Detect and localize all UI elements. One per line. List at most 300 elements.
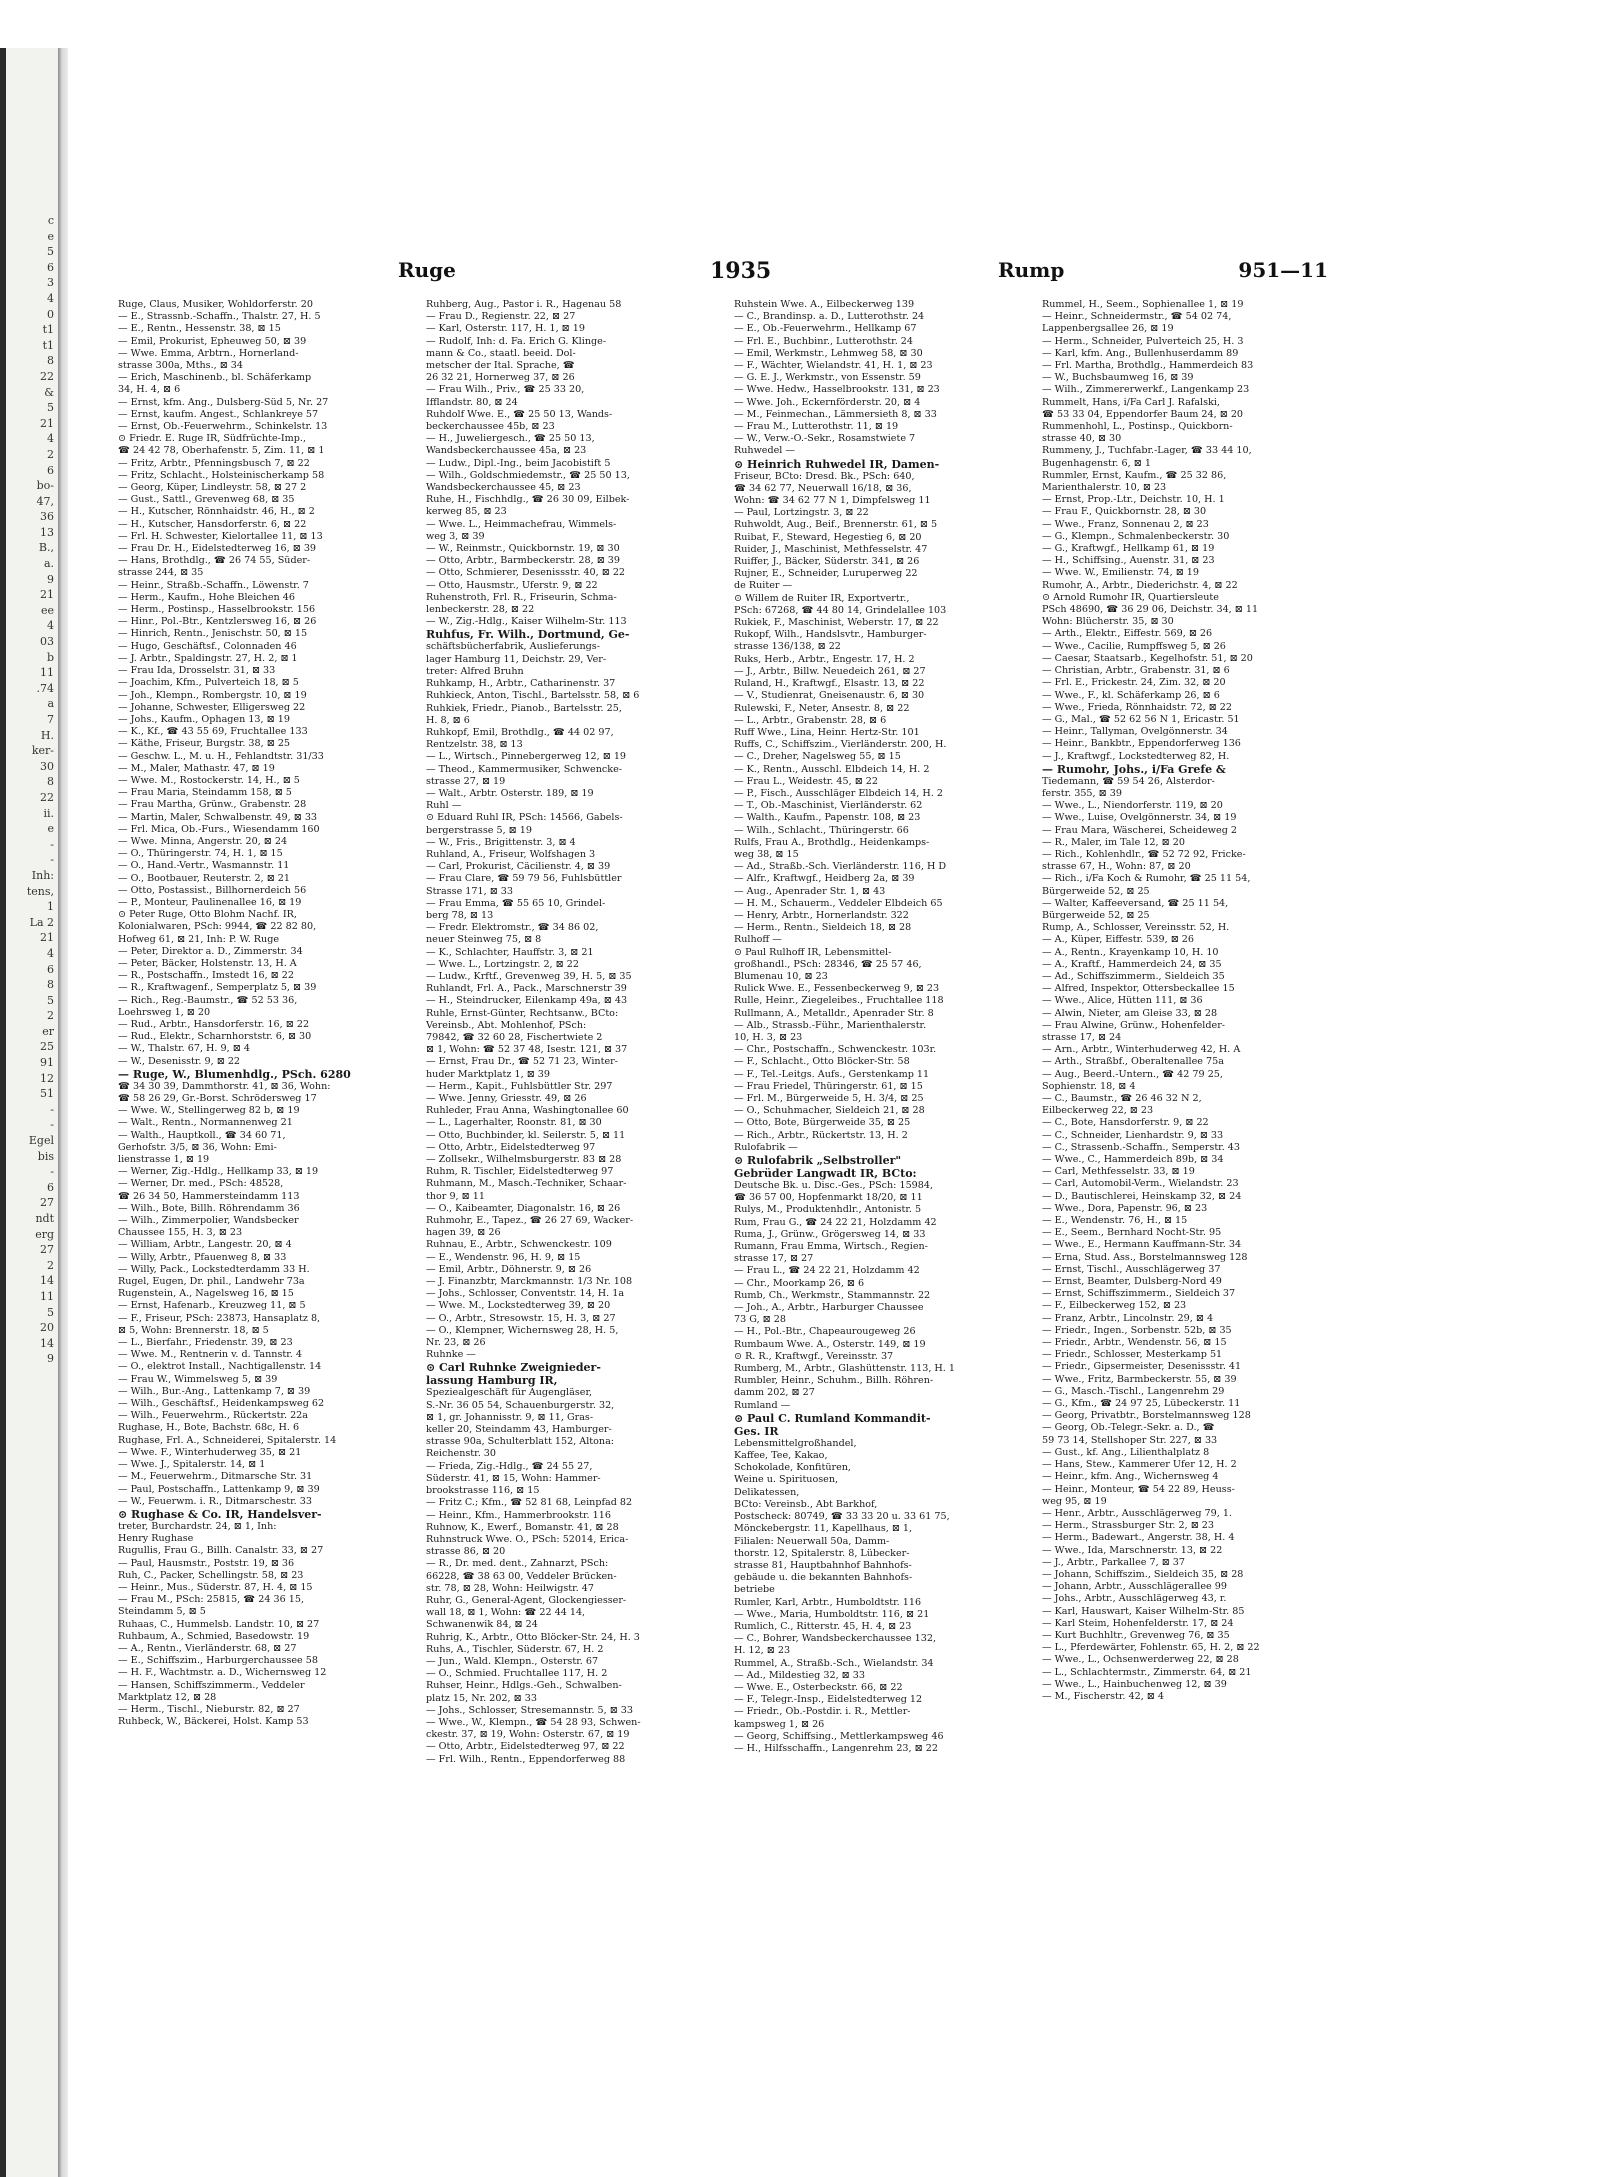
directory-entry: weg 3, ⊠ 39 <box>426 530 485 542</box>
directory-entry: — Rud., Elektr., Scharnhorststr. 6, ⊠ 30 <box>118 1031 312 1043</box>
directory-entry: Süderstr. 41, ⊠ 15, Wohn: Hammer- <box>426 1472 601 1484</box>
directory-entry: — M., Fischerstr. 42, ⊠ 4 <box>1042 1690 1164 1702</box>
directory-entry: Ruhleder, Frau Anna, Washingtonallee 60 <box>426 1105 629 1117</box>
directory-entry: — H. F., Wachtmstr. a. D., Wichernsweg 12 <box>118 1667 327 1679</box>
directory-entry: — Wwe. Hedw., Hasselbrookstr. 131, ⊠ 23 <box>734 384 940 396</box>
directory-entry: — Wilh., Zimmerpolier, Wandsbecker <box>118 1215 299 1227</box>
directory-entry: — Willy, Arbtr., Pfauenweg 8, ⊠ 33 <box>118 1251 287 1263</box>
directory-entry: — Friedr., Arbtr., Wendenstr. 56, ⊠ 15 <box>1042 1337 1227 1349</box>
directory-entry: — Fritz, Schlacht., Holsteinischerkamp 58 <box>118 469 325 481</box>
directory-entry: ⊠ 1, gr. Johannisstr. 9, ⊠ 11, Gras- <box>426 1411 594 1423</box>
directory-entry: Rummenhohl, L., Postinsp., Quickborn- <box>1042 421 1233 433</box>
facing-page-text-fragment: c <box>47 214 54 227</box>
directory-entry: strasse 17, ⊠ 24 <box>1042 1031 1122 1043</box>
directory-entry: — H. M., Schauerm., Veddeler Elbdeich 65 <box>734 897 943 909</box>
directory-entry: — Zollsekr., Wilhelmsburgerstr. 83 ⊠ 28 <box>426 1154 622 1166</box>
directory-entry: — K., Kf., ☎ 43 55 69, Fruchtallee 133 <box>118 726 308 738</box>
directory-entry: — F., Eilbeckerweg 152, ⊠ 23 <box>1042 1300 1187 1312</box>
facing-page-text-fragment: er <box>42 1024 54 1038</box>
directory-entry: — Arth., Straßbf., Oberaltenallee 75a <box>1042 1056 1224 1068</box>
directory-entry: ⊙ Paul Rulhoff IR, Lebensmittel- <box>734 946 892 958</box>
directory-entry: — Frl. E., Buchbinr., Lutterothstr. 24 <box>734 335 914 347</box>
directory-entry: — Wwe., E., Hermann Kauffmann-Str. 34 <box>1042 1239 1242 1251</box>
directory-entry: Wandsbeckerchaussee 45a, ⊠ 23 <box>426 445 587 457</box>
directory-entry: Kolonialwaren, PSch: 9944, ☎ 22 82 80, <box>118 921 317 933</box>
directory-entry: — Wwe. W., Emilienstr. 74, ⊠ 19 <box>1042 567 1199 579</box>
directory-entry: ☎ 26 34 50, Hammersteindamm 113 <box>118 1190 300 1202</box>
directory-entry: — C., Schneider, Lienhardstr. 9, ⊠ 33 <box>1042 1129 1224 1141</box>
directory-entry: Friseur, BCto: Dresd. Bk., PSch: 640, <box>734 470 915 482</box>
directory-entry: — A., Rentn., Vierländerstr. 68, ⊠ 27 <box>118 1642 297 1654</box>
directory-entry: — E., Rentn., Hessenstr. 38, ⊠ 15 <box>118 323 281 335</box>
directory-entry: ☎ 53 33 04, Eppendorfer Baum 24, ⊠ 20 <box>1042 408 1244 420</box>
directory-entry: Bugenhagenstr. 6, ⊠ 1 <box>1042 457 1151 469</box>
directory-entry: — Frau Dr. H., Eidelstedterweg 16, ⊠ 39 <box>118 543 317 555</box>
directory-entry: — L., Wirtsch., Pinnebergerweg 12, ⊠ 19 <box>426 751 627 763</box>
directory-entry: — G. E. J., Werkmstr., von Essenstr. 59 <box>734 372 921 384</box>
directory-entry: Ruge, Claus, Musiker, Wohldorferstr. 20 <box>118 299 313 310</box>
directory-entry: — Ernst, kfm. Ang., Dulsberg-Süd 5, Nr. 27 <box>118 396 329 408</box>
directory-entry: — Frau Mara, Wäscherei, Scheideweg 2 <box>1042 824 1237 836</box>
directory-entry: — Christian, Arbtr., Grabenstr. 31, ⊠ 6 <box>1042 665 1230 677</box>
directory-entry: Ifflandstr. 80, ⊠ 24 <box>426 396 518 408</box>
directory-entry: — Frau M., Lutterothstr. 11, ⊠ 19 <box>734 421 899 433</box>
directory-entry: — Kurt Buchhltr., Grevenweg 76, ⊠ 35 <box>1042 1629 1230 1641</box>
directory-entry: Tiedemann, ☎ 59 54 26, Alsterdor- <box>1042 775 1215 787</box>
directory-entry: — Erich, Maschinenb., bl. Schäferkamp <box>118 372 312 384</box>
directory-entry: — Werner, Zig.-Hdlg., Hellkamp 33, ⊠ 19 <box>118 1166 319 1178</box>
directory-entry: — F., Tel.-Leitgs. Aufs., Gerstenkamp 11 <box>734 1068 930 1080</box>
directory-entry: — Alb., Strassb.-Führ., Marienthalerstr. <box>734 1019 927 1031</box>
facing-page-text-fragment: 7 <box>47 713 54 726</box>
directory-entry: — Rud., Arbtr., Hansdorferstr. 16, ⊠ 22 <box>118 1018 310 1030</box>
directory-entry: — Hans, Stew., Kammerer Ufer 12, H. 2 <box>1042 1459 1237 1471</box>
directory-entry: Lebensmittelgroßhandel, <box>734 1437 857 1449</box>
directory-entry: — Wwe., L., Ochsenwerderweg 22, ⊠ 28 <box>1042 1654 1239 1666</box>
directory-entry: — Karl, Hauswart, Kaiser Wilhelm-Str. 85 <box>1042 1605 1245 1617</box>
directory-entry: — Fritz, Arbtr., Pfenningsbusch 7, ⊠ 22 <box>118 457 310 469</box>
directory-entry: — Herm., Tischl., Nieburstr. 82, ⊠ 27 <box>118 1703 300 1715</box>
directory-entry: — R., Dr. med. dent., Zahnarzt, PSch: <box>426 1558 609 1570</box>
directory-entry: — Ludw., Dipl.-Ing., beim Jacobistift 5 <box>426 457 611 469</box>
directory-entry: — Frl. E., Frickestr. 24, Zim. 32, ⊠ 20 <box>1042 677 1226 689</box>
directory-entry: — J., Arbtr., Billw. Neuedeich 261, ⊠ 27 <box>734 665 926 677</box>
directory-entry: — M., Feuerwehrm., Ditmarsche Str. 31 <box>118 1471 313 1483</box>
directory-entry: — Otto, Arbtr., Eidelstedterweg 97, ⊠ 22 <box>426 1741 625 1753</box>
directory-entry: Kaffee, Tee, Kakao, <box>734 1450 828 1462</box>
directory-entry: — F., Friseur, PSch: 23873, Hansaplatz 8, <box>118 1312 321 1324</box>
directory-entry: treter: Alfred Bruhn <box>426 665 524 677</box>
directory-entry: — Arn., Arbtr., Winterhuderweg 42, H. A <box>1042 1044 1241 1056</box>
directory-entry: Delikatessen, <box>734 1486 800 1498</box>
directory-entry: Ruhkieck, Anton, Tischl., Bartelsstr. 58, ⊠ 6 <box>426 690 640 702</box>
directory-entry: — C., Strassenb.-Schaffn., Semperstr. 43 <box>1042 1141 1241 1153</box>
directory-entry: strasse 81, Hauptbahnhof Bahnhofs- <box>734 1559 912 1571</box>
facing-page-text-fragment: 4 <box>47 432 54 446</box>
directory-entry: — Ernst, Hafenarb., Kreuzweg 11, ⊠ 5 <box>118 1300 306 1312</box>
directory-entry: — P., Fisch., Ausschläger Elbdeich 14, H. 2 <box>734 787 943 799</box>
directory-entry: lienstrasse 1, ⊠ 19 <box>118 1154 210 1166</box>
directory-entry: — E., Strassnb.-Schaffn., Thalstr. 27, H. 5 <box>118 311 321 323</box>
directory-entry: Rentzelstr. 38, ⊠ 13 <box>426 739 523 751</box>
directory-entry: — Frau Alwine, Grünw., Hohenfelder- <box>1042 1019 1226 1031</box>
facing-page-text-fragment: 22 <box>40 790 54 804</box>
directory-entry: Ruhmohr, E., Tapez., ☎ 26 27 69, Wacker- <box>426 1215 634 1227</box>
facing-page-text-fragment: 21 <box>40 588 54 602</box>
directory-entry: ⊙ Rulofabrik „Selbstroller" <box>734 1154 902 1168</box>
directory-entry: — J., Kraftwgf., Lockstedterweg 82, H. <box>1042 750 1230 762</box>
directory-entry: — Rich., Arbtr., Rückertstr. 13, H. 2 <box>734 1129 908 1141</box>
directory-entry: — O., Bootbauer, Reuterstr. 2, ⊠ 21 <box>118 872 291 884</box>
directory-entry: Rulys, M., Produktenhdlr., Antonistr. 5 <box>734 1204 922 1216</box>
directory-entry: bergerstrasse 5, ⊠ 19 <box>426 824 532 836</box>
facing-page-text-fragment: 3 <box>47 276 54 290</box>
directory-entry: Rummeny, J., Tuchfabr.-Lager, ☎ 33 44 10, <box>1042 445 1252 457</box>
directory-entry: — Wilh., Bur.-Ang., Lattenkamp 7, ⊠ 39 <box>118 1385 311 1397</box>
facing-page-text-fragment: 12 <box>40 1071 54 1085</box>
directory-entry: — Wwe. L., Lortzingstr. 2, ⊠ 22 <box>426 958 579 970</box>
directory-entry: — Wwe. Emma, Arbtrn., Hornerland- <box>118 347 299 359</box>
facing-page-text-fragment: 8 <box>47 775 54 789</box>
directory-entry: — Otto, Postassist., Billhornerdeich 56 <box>118 884 307 896</box>
directory-entry: — W., Verw.-O.-Sekr., Rosamstwiete 7 <box>734 433 916 445</box>
directory-entry: Ruhberg, Aug., Pastor i. R., Hagenau 58 <box>426 299 622 310</box>
directory-entry: — H., Pol.-Btr., Chapeaurougeweg 26 <box>734 1326 916 1338</box>
directory-entry: weg 38, ⊠ 15 <box>734 848 799 860</box>
directory-entry: — Erna, Stud. Ass., Borstelmannsweg 128 <box>1042 1251 1248 1263</box>
facing-page-text-fragment: 27 <box>40 1243 54 1257</box>
directory-entry: — Johann, Arbtr., Ausschlägerallee 99 <box>1042 1581 1227 1593</box>
facing-page-text-fragment: 03 <box>40 635 54 649</box>
directory-entry: Ruhbaum, A., Schmied, Basedowstr. 19 <box>118 1630 310 1642</box>
directory-entry: — Hans, Brothdlg., ☎ 26 74 55, Süder- <box>118 555 311 567</box>
directory-entry: H. 12, ⊠ 23 <box>734 1645 791 1657</box>
directory-entry: — M., Feinmechan., Lämmersieth 8, ⊠ 33 <box>734 408 937 420</box>
directory-entry: Rumland — <box>734 1399 791 1411</box>
directory-entry: — J. Arbtr., Spaldingstr. 27, H. 2, ⊠ 1 <box>118 652 298 664</box>
directory-entry: ⊠ 5, Wohn: Brennerstr. 18, ⊠ 5 <box>118 1324 269 1336</box>
directory-entry: mann & Co., staatl. beeid. Dol- <box>426 347 576 359</box>
facing-page-text-fragment: 8 <box>47 978 54 992</box>
directory-entry: — F., Schlacht., Otto Blöcker-Str. 58 <box>734 1056 910 1068</box>
facing-page-text-fragment: - <box>50 1118 54 1132</box>
directory-entry: huder Marktplatz 1, ⊠ 39 <box>426 1068 550 1080</box>
directory-entry: — Otto, Schmierer, Desenissstr. 40, ⊠ 22 <box>426 567 626 579</box>
book-spine-shadow <box>58 48 68 2177</box>
directory-entry: — Ernst, kaufm. Angest., Schlankreye 57 <box>118 408 319 420</box>
facing-page-text-fragment: 6 <box>47 260 54 274</box>
directory-entry: Rulle, Heinr., Ziegeleibes., Fruchtallee 118 <box>734 995 944 1007</box>
directory-entry: — Frau Ida, Drosselstr. 31, ⊠ 33 <box>118 665 276 677</box>
directory-entry: — E., Ob.-Feuerwehrm., Hellkamp 67 <box>734 323 917 335</box>
directory-entry: — C., Bote, Hansdorferstr. 9, ⊠ 22 <box>1042 1117 1209 1129</box>
directory-entry: ⊙ Rughase & Co. IR, Handelsver- <box>118 1507 322 1521</box>
directory-entry: weg 95, ⊠ 19 <box>1042 1495 1107 1507</box>
facing-page-text-fragment: 4 <box>47 946 54 960</box>
directory-entry: Chaussee 155, H. 3, ⊠ 23 <box>118 1227 243 1239</box>
directory-entry: Ruhenstroth, Frl. R., Friseurin, Schma- <box>426 591 617 603</box>
facing-page-text-fragment: 5 <box>47 245 54 259</box>
directory-entry: — O., Thüringerstr. 74, H. 1, ⊠ 15 <box>118 848 283 860</box>
directory-entry: hagen 39, ⊠ 26 <box>426 1227 501 1239</box>
directory-entry: strasse 67, H., Wohn: 87, ⊠ 20 <box>1042 861 1191 873</box>
directory-entry: Ruff Wwe., Lina, Heinr. Hertz-Str. 101 <box>734 726 920 738</box>
directory-entry: berg 78, ⊠ 13 <box>426 909 494 921</box>
directory-entry: — Frl. Martha, Brothdlg., Hammerdeich 83 <box>1042 360 1254 372</box>
directory-entry: Ruhs, A., Tischler, Süderstr. 67, H. 2 <box>426 1643 604 1655</box>
directory-entry: — Walth., Kaufm., Papenstr. 108, ⊠ 23 <box>734 812 921 824</box>
directory-entry: — Aug., Apenrader Str. 1, ⊠ 43 <box>734 885 886 897</box>
directory-entry: — E., Schiffszim., Harburgerchaussee 58 <box>118 1655 318 1667</box>
directory-entry: — Hugo, Geschäftsf., Colonnaden 46 <box>118 640 297 652</box>
directory-entry: — W., Buchsbaumweg 16, ⊠ 39 <box>1042 372 1194 384</box>
directory-entry: — Wwe. F., Winterhuderweg 35, ⊠ 21 <box>118 1446 302 1458</box>
directory-entry: ☎ 34 30 39, Dammthorstr. 41, ⊠ 36, Wohn: <box>118 1080 331 1092</box>
directory-entry: — O., Arbtr., Stresowstr. 15, H. 3, ⊠ 27 <box>426 1312 616 1324</box>
directory-entry: ⊙ Paul C. Rumland Kommandit- <box>734 1411 931 1425</box>
directory-entry: ⊙ Arnold Rumohr IR, Quartiersleute <box>1042 591 1219 603</box>
directory-entry: Speziealgeschäft für Augengläser, <box>426 1387 593 1399</box>
directory-entry: — Otto, Bote, Bürgerweide 35, ⊠ 25 <box>734 1117 911 1129</box>
facing-page-text-fragment: 14 <box>40 1336 54 1350</box>
directory-entry: Ruhnstruck Wwe. O., PSch: 52014, Erica- <box>426 1533 629 1545</box>
facing-page-text-fragment: 27 <box>40 1196 54 1210</box>
directory-entry: ⊙ R. R., Kraftwgf., Vereinsstr. 37 <box>734 1350 894 1362</box>
facing-page-text-fragment: 30 <box>40 759 54 773</box>
directory-entry: — J. Finanzbtr, Marckmannstr. 1/3 Nr. 108 <box>426 1276 633 1288</box>
directory-entry: — Emil, Prokurist, Epheuweg 50, ⊠ 39 <box>118 335 307 347</box>
facing-page-text-fragment: - <box>50 853 54 867</box>
directory-entry: kampsweg 1, ⊠ 26 <box>734 1718 825 1730</box>
facing-page-text-fragment: ndt <box>35 1212 54 1225</box>
directory-entry: — Chr., Moorkamp 26, ⊠ 6 <box>734 1277 865 1289</box>
directory-entry: ☎ 58 26 29, Gr.-Borst. Schrödersweg 17 <box>118 1093 317 1104</box>
directory-entry: — G., Kfm., ☎ 24 97 25, Lübeckerstr. 11 <box>1042 1398 1241 1410</box>
directory-entry: Rugel, Eugen, Dr. phil., Landwehr 73a <box>118 1276 305 1288</box>
directory-entry: — Johann, Schiffszim., Sieldeich 35, ⊠ 28 <box>1042 1568 1244 1580</box>
directory-entry: — A., Küper, Eiffestr. 539, ⊠ 26 <box>1042 934 1194 946</box>
directory-entry: — Georg, Ob.-Telegr.-Sekr. a. D., ☎ <box>1042 1422 1215 1434</box>
directory-entry: Ruma, J., Grünw., Grögersweg 14, ⊠ 33 <box>734 1228 926 1240</box>
directory-entry: — Frl. H. Schwester, Kielortallee 11, ⊠ 13 <box>118 530 323 542</box>
directory-entry: Ruibat, F., Steward, Hegestieg 6, ⊠ 20 <box>734 531 922 543</box>
directory-entry: — Wwe. W., Stellingerweg 82 b, ⊠ 19 <box>118 1105 300 1117</box>
directory-entry: — Johs., Schlosser, Conventstr. 14, H. 1a <box>426 1288 625 1300</box>
directory-entry: — Friedr., Ob.-Postdir. i. R., Mettler- <box>734 1706 911 1718</box>
directory-entry: Ruhkopf, Emil, Brothdlg., ☎ 44 02 97, <box>426 726 614 738</box>
directory-entry: — W., Zig.-Hdlg., Kaiser Wilhelm-Str. 113 <box>426 616 627 628</box>
directory-entry: — Frl. M., Bürgerweide 5, H. 3/4, ⊠ 25 <box>734 1093 924 1104</box>
directory-entry: — Georg, Küper, Lindleystr. 58, ⊠ 27 2 <box>118 482 307 494</box>
directory-entry: — W., Thalstr. 67, H. 9, ⊠ 4 <box>118 1043 250 1055</box>
directory-entry: — Frau Clare, ☎ 59 79 56, Fuhlsbüttler <box>426 873 622 885</box>
directory-entry: damm 202, ⊠ 27 <box>734 1387 815 1399</box>
directory-entry: — Rumohr, Johs., i/Fa Grefe & <box>1042 762 1226 776</box>
directory-entry: — Ad., Straßb.-Sch. Vierländerstr. 116, H D <box>734 861 947 873</box>
directory-entry: — Käthe, Friseur, Burgstr. 38, ⊠ 25 <box>118 738 291 750</box>
header-left-keyword: Ruge <box>398 258 456 282</box>
directory-entry: ⊙ Willem de Ruiter IR, Exportvertr., <box>734 592 910 604</box>
directory-entry: Ruhaas, C., Hummelsb. Landstr. 10, ⊠ 27 <box>118 1618 320 1630</box>
directory-entry: — Carl, Automobil-Verm., Wielandstr. 23 <box>1042 1178 1239 1190</box>
directory-entry: Ruiffer, J., Bäcker, Süderstr. 341, ⊠ 26 <box>734 556 920 568</box>
directory-entry: — Frieda, Zig.-Hdlg., ☎ 24 55 27, <box>426 1460 593 1472</box>
directory-entry: — J., Arbtr., Parkallee 7, ⊠ 37 <box>1042 1556 1185 1568</box>
directory-entry: Rumohr, A., Arbtr., Diederichstr. 4, ⊠ 22 <box>1042 579 1238 591</box>
facing-page-text-fragment: ii. <box>43 806 54 820</box>
directory-entry: Rummel, A., Straßb.-Sch., Wielandstr. 34 <box>734 1657 934 1669</box>
directory-entry: — L., Pferdewärter, Fohlenstr. 65, H. 2, ⊠ 22 <box>1042 1642 1260 1654</box>
directory-entry: ⊙ Eduard Ruhl IR, PSch: 14566, Gabels- <box>426 812 623 824</box>
facing-page-text-fragment: B., <box>38 541 54 555</box>
directory-entry: ⊙ Carl Ruhnke Zweignieder- <box>426 1361 601 1375</box>
directory-entry: Ruhnke — <box>426 1349 476 1361</box>
directory-entry: — Frau F., Quickbornstr. 28, ⊠ 30 <box>1042 506 1207 518</box>
directory-entry: — Wwe., Frieda, Rönnhaidstr. 72, ⊠ 22 <box>1042 701 1232 713</box>
directory-entry: — Alfred, Inspektor, Ottersbeckallee 15 <box>1042 983 1235 995</box>
directory-entry: Reichenstr. 30 <box>426 1448 496 1460</box>
directory-entry: Rullmann, A., Metalldr., Apenrader Str. 8 <box>734 1007 934 1019</box>
directory-entry: — Hinrich, Rentn., Jenischstr. 50, ⊠ 15 <box>118 628 308 640</box>
directory-entry: — Johanne, Schwester, Elligersweg 22 <box>118 701 306 713</box>
directory-entry: — Rich., Reg.-Baumstr., ☎ 52 53 36, <box>118 994 298 1006</box>
facing-page-text-fragment: 2 <box>47 447 54 461</box>
directory-entry: — Paul, Hausmstr., Poststr. 19, ⊠ 36 <box>118 1557 295 1569</box>
directory-entry: — Wilh., Zimmererwerkf., Langenkamp 23 <box>1042 384 1250 396</box>
directory-entry: — Herm., Kapit., Fuhlsbüttler Str. 297 <box>426 1080 613 1092</box>
directory-entry: lassung Hamburg IR, <box>426 1374 558 1388</box>
directory-entry: Marktplatz 12, ⊠ 28 <box>118 1691 217 1703</box>
directory-entry: Rugenstein, A., Nagelsweg 16, ⊠ 15 <box>118 1288 294 1300</box>
directory-entry: — Joachim, Kfm., Pulverteich 18, ⊠ 5 <box>118 677 299 689</box>
directory-entry: — Wwe., L., Niendorferstr. 119, ⊠ 20 <box>1042 800 1223 812</box>
directory-entry: — Heinr., Mus., Süderstr. 87, H. 4, ⊠ 15 <box>118 1581 313 1593</box>
directory-entry: — Karl Steim, Hohenfelderstr. 17, ⊠ 24 <box>1042 1617 1234 1629</box>
directory-entry: H. 8, ⊠ 6 <box>426 714 470 726</box>
directory-entry: — Frau W., Wimmelsweg 5, ⊠ 39 <box>118 1373 278 1385</box>
directory-entry: Rugullis, Frau G., Billh. Canalstr. 33, ⊠ 27 <box>118 1545 324 1557</box>
directory-entry: — Paul, Postschaffn., Lattenkamp 9, ⊠ 39 <box>118 1483 320 1495</box>
directory-entry: — William, Arbtr., Langestr. 20, ⊠ 4 <box>118 1239 292 1251</box>
directory-entry: 73 G, ⊠ 28 <box>734 1314 786 1326</box>
directory-entry: 66228, ☎ 38 63 00, Veddeler Brücken- <box>426 1570 617 1582</box>
directory-entry: — K., Schlachter, Hauffstr. 3, ⊠ 21 <box>426 946 594 958</box>
directory-entry: — E., Wendenstr. 76, H., ⊠ 15 <box>1042 1215 1188 1227</box>
facing-page-text-fragment: 6 <box>47 1180 54 1194</box>
directory-entry: — E., Seem., Bernhard Nocht-Str. 95 <box>1042 1227 1222 1239</box>
directory-entry: — Jun., Wald. Klempn., Osterstr. 67 <box>426 1655 599 1667</box>
directory-entry: ferstr. 355, ⊠ 39 <box>1042 787 1122 799</box>
directory-entry: 79842, ☎ 32 60 28, Fischertwiete 2 <box>426 1031 603 1043</box>
directory-entry: — A., Kraftf., Hammerdeich 24, ⊠ 35 <box>1042 958 1222 970</box>
facing-page-text-fragment: & <box>44 385 54 399</box>
directory-entry: Rummelt, Hans, i/Fa Carl J. Rafalski, <box>1042 396 1220 408</box>
directory-entry: Eilbeckerweg 22, ⊠ 23 <box>1042 1105 1154 1117</box>
directory-entry: Strasse 171, ⊠ 33 <box>426 885 514 897</box>
directory-entry: — L., Schlachtermstr., Zimmerstr. 64, ⊠ 21 <box>1042 1666 1252 1678</box>
directory-entry: ⊙ Friedr. E. Ruge IR, Südfrüchte-Imp., <box>118 433 306 445</box>
facing-page-text-fragment: 6 <box>47 463 54 477</box>
directory-columns <box>118 299 1334 1959</box>
directory-entry: — Wwe., Luise, Ovelgönnerstr. 34, ⊠ 19 <box>1042 812 1237 824</box>
directory-entry: — H., Kutscher, Hansdorferstr. 6, ⊠ 22 <box>118 518 307 530</box>
directory-entry: — Wwe. M., Rostockerstr. 14, H., ⊠ 5 <box>118 774 300 786</box>
directory-entry: — Frau Maria, Steindamm 158, ⊠ 5 <box>118 787 292 799</box>
directory-entry: Ruhnau, E., Arbtr., Schwenckestr. 109 <box>426 1239 612 1251</box>
directory-entry: Rumberg, M., Arbtr., Glashüttenstr. 113, H. 1 <box>734 1363 955 1375</box>
directory-entry: Ruland, H., Kraftwgf., Elsastr. 13, ⊠ 22 <box>734 678 925 690</box>
directory-entry: — A., Rentn., Krayenkamp 10, H. 10 <box>1042 946 1219 958</box>
facing-page-text-fragment: bis <box>37 1149 54 1163</box>
directory-entry: Rumler, Karl, Arbtr., Humboldtstr. 116 <box>734 1596 922 1608</box>
directory-entry: Rulfs, Frau A., Brothdlg., Heidenkamps- <box>734 836 930 848</box>
directory-entry: Ruhland, A., Friseur, Wolfshagen 3 <box>426 848 596 860</box>
directory-entry: 34, H. 4, ⊠ 6 <box>118 384 181 396</box>
directory-entry: — Walt., Arbtr. Osterstr. 189, ⊠ 19 <box>426 787 594 799</box>
directory-entry: Wandsbeckerchaussee 45, ⊠ 23 <box>426 482 581 494</box>
directory-entry: — Rich., Kohlenhdlr., ☎ 52 72 92, Fricke- <box>1042 848 1246 860</box>
directory-entry: keller 20, Steindamm 43, Hamburger- <box>426 1424 612 1436</box>
directory-entry: — G., Klempn., Schmalenbeckerstr. 30 <box>1042 530 1230 542</box>
directory-entry: — Heinr., Straßb.-Schaffn., Löwenstr. 7 <box>118 579 309 591</box>
directory-entry: gebäude u. die bekannten Bahnhofs- <box>734 1572 913 1584</box>
directory-entry: — Carl, Prokurist, Cäcilienstr. 4, ⊠ 39 <box>426 861 611 873</box>
directory-entry: Rumbaum Wwe. A., Osterstr. 149, ⊠ 19 <box>734 1338 926 1350</box>
directory-entry: — L., Arbtr., Grabenstr. 28, ⊠ 6 <box>734 714 887 726</box>
facing-page-text-fragment: 11 <box>40 666 54 680</box>
directory-entry: Ruks, Herb., Arbtr., Engestr. 17, H. 2 <box>734 653 915 665</box>
directory-entry: lager Hamburg 11, Deichstr. 29, Ver- <box>426 653 607 665</box>
directory-entry: — W., Feuerwm. i. R., Ditmarschestr. 33 <box>118 1495 312 1507</box>
directory-entry: Ruffs, C., Schiffszim., Vierländerstr. 200, H. <box>734 739 947 751</box>
directory-entry: — Fredr. Elektromstr., ☎ 34 86 02, <box>426 922 599 934</box>
directory-entry: strasse 90a, Schulterblatt 152, Altona: <box>426 1436 615 1448</box>
directory-entry: — Herm., Postinsp., Hasselbrookstr. 156 <box>118 604 316 616</box>
directory-entry: — Frau M., PSch: 25815, ☎ 24 36 15, <box>118 1594 305 1606</box>
directory-entry: — Georg, Privatbtr., Borstelmannsweg 128 <box>1042 1410 1251 1422</box>
directory-entry: — Ernst, Frau Dr., ☎ 52 71 23, Winter- <box>426 1056 618 1068</box>
facing-page-text-fragment: 4 <box>47 619 54 633</box>
directory-entry: — Otto, Buchbinder, kl. Seilerstr. 5, ⊠ 11 <box>426 1129 626 1141</box>
directory-entry: beckerchaussee 45b, ⊠ 23 <box>426 421 555 433</box>
directory-entry: Ges. IR <box>734 1424 779 1438</box>
directory-entry: treter, Burchardstr. 24, ⊠ 1, Inh: <box>118 1520 277 1532</box>
directory-entry: Bürgerweide 52, ⊠ 25 <box>1042 885 1150 897</box>
directory-entry: — Ad., Schiffszimmerm., Sieldeich 35 <box>1042 970 1225 982</box>
directory-entry: ⊠ 1, Wohn: ☎ 52 37 48, Isestr. 121, ⊠ 37 <box>426 1044 628 1056</box>
facing-page-text-fragment: 36 <box>40 510 54 524</box>
facing-page-text-fragment: 13 <box>40 525 54 539</box>
directory-entry: — Herm., Strassburger Str. 2, ⊠ 23 <box>1042 1520 1215 1532</box>
directory-entry: — H., Steindrucker, Eilenkamp 49a, ⊠ 43 <box>426 995 628 1007</box>
directory-entry: — Ernst, Prop.-Ltr., Deichstr. 10, H. 1 <box>1042 494 1225 506</box>
directory-entry: — H., Kutscher, Rönnhaidstr. 46, H., ⊠ 2 <box>118 506 315 518</box>
directory-entry: Ruhwoldt, Aug., Beif., Brennerstr. 61, ⊠ 5 <box>734 519 938 531</box>
directory-entry: Wohn: ☎ 34 62 77 N 1, Dimpfelsweg 11 <box>734 495 931 507</box>
facing-page-fragment <box>6 48 58 2177</box>
directory-entry: — Herm., Badewart., Angerstr. 38, H. 4 <box>1042 1532 1235 1544</box>
directory-entry: — P., Monteur, Paulinenallee 16, ⊠ 19 <box>118 896 302 908</box>
directory-entry: — C., Brandinsp. a. D., Lutterothstr. 24 <box>734 311 925 323</box>
facing-page-text-fragment: 91 <box>40 1056 54 1070</box>
directory-entry: strasse 300a, Mths., ⊠ 34 <box>118 360 244 372</box>
directory-entry: Ruhl — <box>426 800 462 812</box>
facing-page-text-fragment: tens, <box>26 884 54 898</box>
facing-page-text-fragment: erg <box>35 1227 54 1241</box>
facing-page-text-fragment: 5 <box>47 401 54 415</box>
directory-entry: Gebrüder Langwadt IR, BCto: <box>734 1167 917 1181</box>
directory-entry: — Alfr., Kraftwgf., Heidberg 2a, ⊠ 39 <box>734 873 915 885</box>
